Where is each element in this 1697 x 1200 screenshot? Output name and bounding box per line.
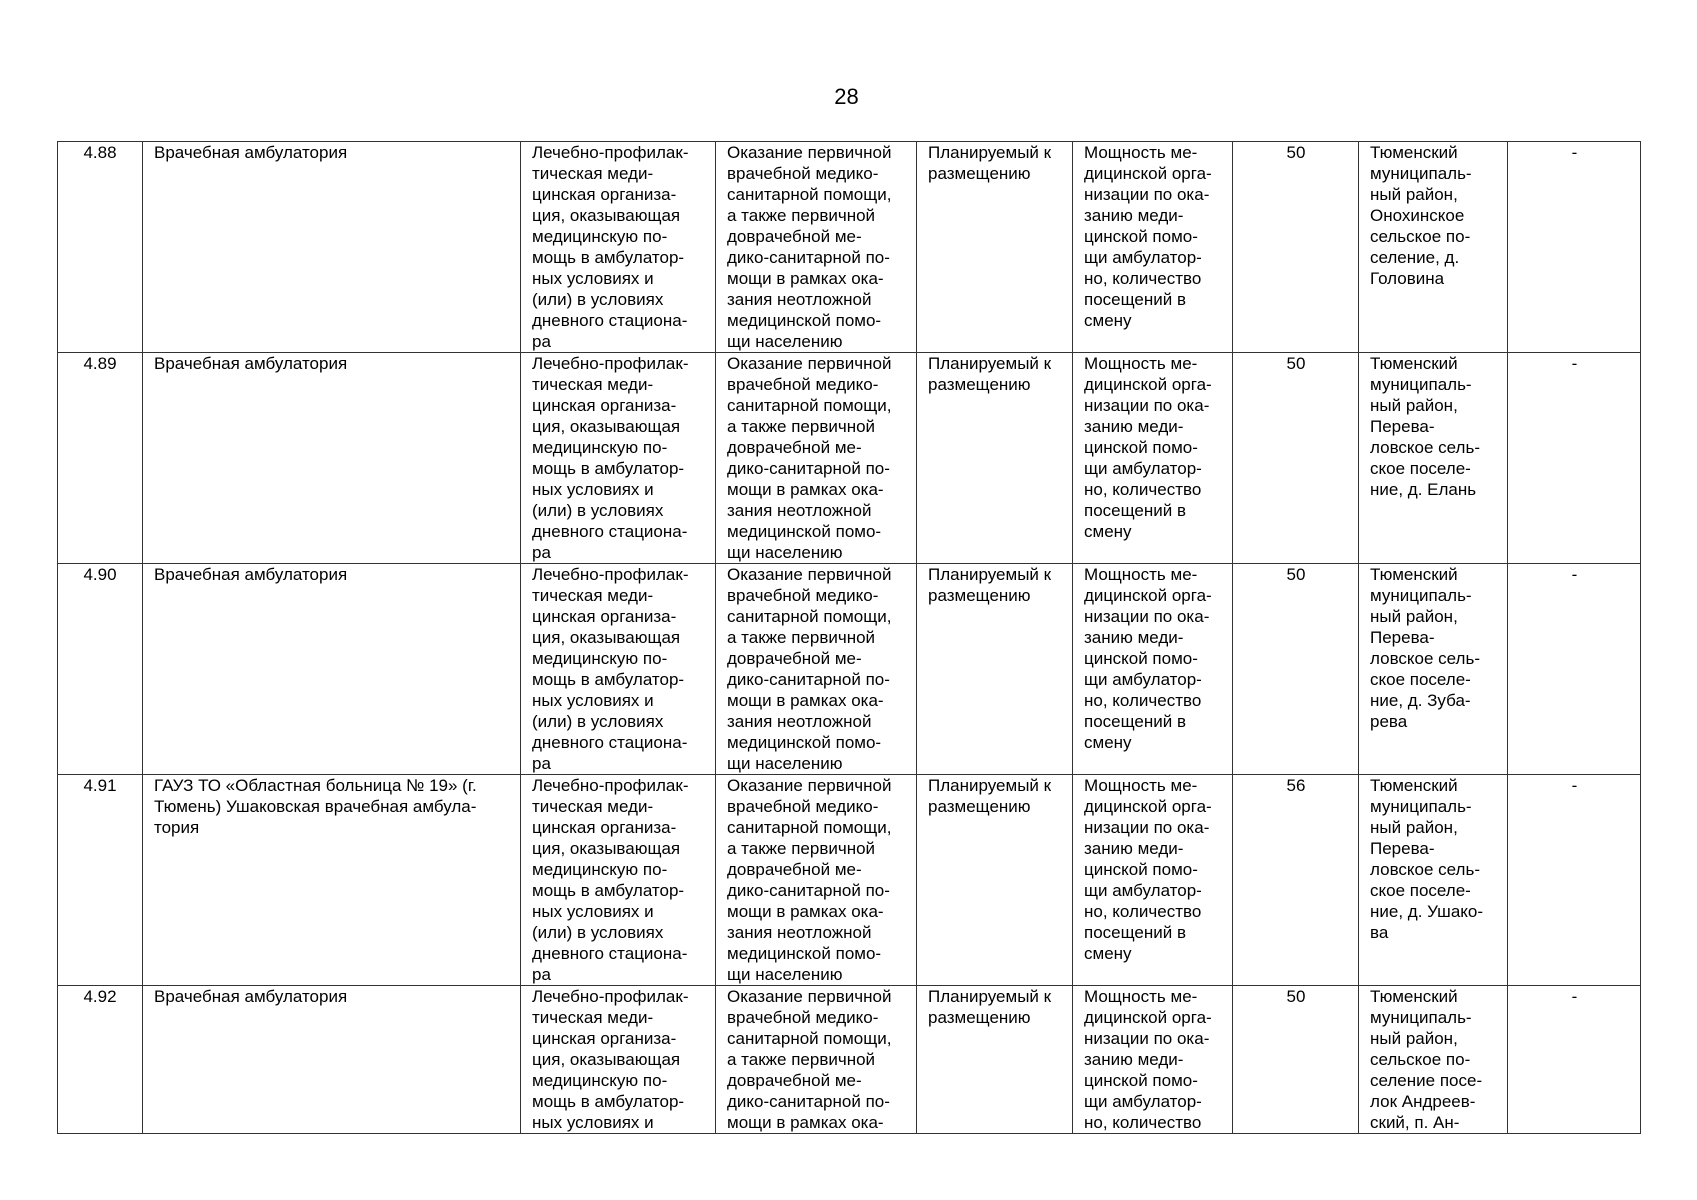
cell-status: Планируемый к размещению <box>917 564 1073 775</box>
cell-type: Лечебно-профилак- тическая меди- цинская организа- ция, оказывающая медицинскую по- мощь в амбулатор- ных условиях и (или) в условиях дневного стациона- ра <box>521 775 716 986</box>
cell-status: Планируемый к размещению <box>917 986 1073 1134</box>
cell-type: Лечебно-профилак- тическая меди- цинская организа- ция, оказывающая медицинскую по- мощь в амбулатор- ных условиях и <box>521 986 716 1134</box>
cell-status: Планируемый к размещению <box>917 353 1073 564</box>
cell-indicator: Мощность ме- дицинской орга- низации по ока- занию меди- цинской помо- щи амбулатор- но, количество посещений в смену <box>1073 353 1233 564</box>
cell-value: 50 <box>1233 353 1359 564</box>
cell-indicator: Мощность ме- дицинской орга- низации по ока- занию меди- цинской помо- щи амбулатор- но, количество посещений в смену <box>1073 775 1233 986</box>
cell-value: 56 <box>1233 775 1359 986</box>
table-row <box>58 564 1641 775</box>
cell-location: Тюменский муниципаль- ный район, Онохинское сельское по- селение, д. Головина <box>1359 142 1508 353</box>
cell-purpose: Оказание первичной врачебной медико- санитарной помощи, а также первичной доврачебной ме- дико-санитарной по- мощи в рамках ока- зания неотложной медицинской помо- щи населению <box>716 142 917 353</box>
table-row <box>58 142 1641 353</box>
cell-purpose: Оказание первичной врачебной медико- санитарной помощи, а также первичной доврачебной ме- дико-санитарной по- мощи в рамках ока- зания неотложной медицинской помо- щи населению <box>716 775 917 986</box>
cell-name: Врачебная амбулатория <box>143 142 521 353</box>
cell-extra: - <box>1508 353 1641 564</box>
cell-name: Врачебная амбулатория <box>143 564 521 775</box>
cell-value: 50 <box>1233 564 1359 775</box>
cell-extra: - <box>1508 775 1641 986</box>
table-row <box>58 775 1641 986</box>
cell-status: Планируемый к размещению <box>917 775 1073 986</box>
table-row <box>58 353 1641 564</box>
cell-purpose: Оказание первичной врачебной медико- санитарной помощи, а также первичной доврачебной ме- дико-санитарной по- мощи в рамках ока- зания неотложной медицинской помо- щи населению <box>716 353 917 564</box>
cell-number: 4.89 <box>58 353 143 564</box>
cell-extra: - <box>1508 142 1641 353</box>
cell-value: 50 <box>1233 986 1359 1134</box>
cell-name: Врачебная амбулатория <box>143 986 521 1134</box>
cell-location: Тюменский муниципаль- ный район, сельское по- селение посе- лок Андреев- ский, п. Ан- <box>1359 986 1508 1134</box>
cell-number: 4.88 <box>58 142 143 353</box>
planning-table <box>57 141 1641 1134</box>
cell-indicator: Мощность ме- дицинской орга- низации по ока- занию меди- цинской помо- щи амбулатор- но, количество <box>1073 986 1233 1134</box>
cell-type: Лечебно-профилак- тическая меди- цинская организа- ция, оказывающая медицинскую по- мощь в амбулатор- ных условиях и (или) в условиях дневного стациона- ра <box>521 564 716 775</box>
cell-extra: - <box>1508 564 1641 775</box>
table-row <box>58 986 1641 1134</box>
cell-number: 4.91 <box>58 775 143 986</box>
cell-location: Тюменский муниципаль- ный район, Перева- ловское сель- ское поселе- ние, д. Ушако- ва <box>1359 775 1508 986</box>
page-number: 28 <box>834 84 859 109</box>
cell-status: Планируемый к размещению <box>917 142 1073 353</box>
cell-extra: - <box>1508 986 1641 1134</box>
cell-name: Врачебная амбулатория <box>143 353 521 564</box>
cell-location: Тюменский муниципаль- ный район, Перева- ловское сель- ское поселе- ние, д. Елань <box>1359 353 1508 564</box>
cell-value: 50 <box>1233 142 1359 353</box>
cell-type: Лечебно-профилак- тическая меди- цинская организа- ция, оказывающая медицинскую по- мощь в амбулатор- ных условиях и (или) в условиях дневного стациона- ра <box>521 353 716 564</box>
cell-type: Лечебно-профилак- тическая меди- цинская организа- ция, оказывающая медицинскую по- мощь в амбулатор- ных условиях и (или) в условиях дневного стациона- ра <box>521 142 716 353</box>
cell-location: Тюменский муниципаль- ный район, Перева- ловское сель- ское поселе- ние, д. Зуба- рева <box>1359 564 1508 775</box>
cell-number: 4.92 <box>58 986 143 1134</box>
cell-indicator: Мощность ме- дицинской орга- низации по ока- занию меди- цинской помо- щи амбулатор- но, количество посещений в смену <box>1073 142 1233 353</box>
cell-name: ГАУЗ ТО «Областная больница № 19» (г. Тюмень) Ушаковская врачебная амбула- тория <box>143 775 521 986</box>
cell-purpose: Оказание первичной врачебной медико- санитарной помощи, а также первичной доврачебной ме- дико-санитарной по- мощи в рамках ока- <box>716 986 917 1134</box>
cell-purpose: Оказание первичной врачебной медико- санитарной помощи, а также первичной доврачебной ме- дико-санитарной по- мощи в рамках ока- зания неотложной медицинской помо- щи населению <box>716 564 917 775</box>
cell-number: 4.90 <box>58 564 143 775</box>
cell-indicator: Мощность ме- дицинской орга- низации по ока- занию меди- цинской помо- щи амбулатор- но, количество посещений в смену <box>1073 564 1233 775</box>
